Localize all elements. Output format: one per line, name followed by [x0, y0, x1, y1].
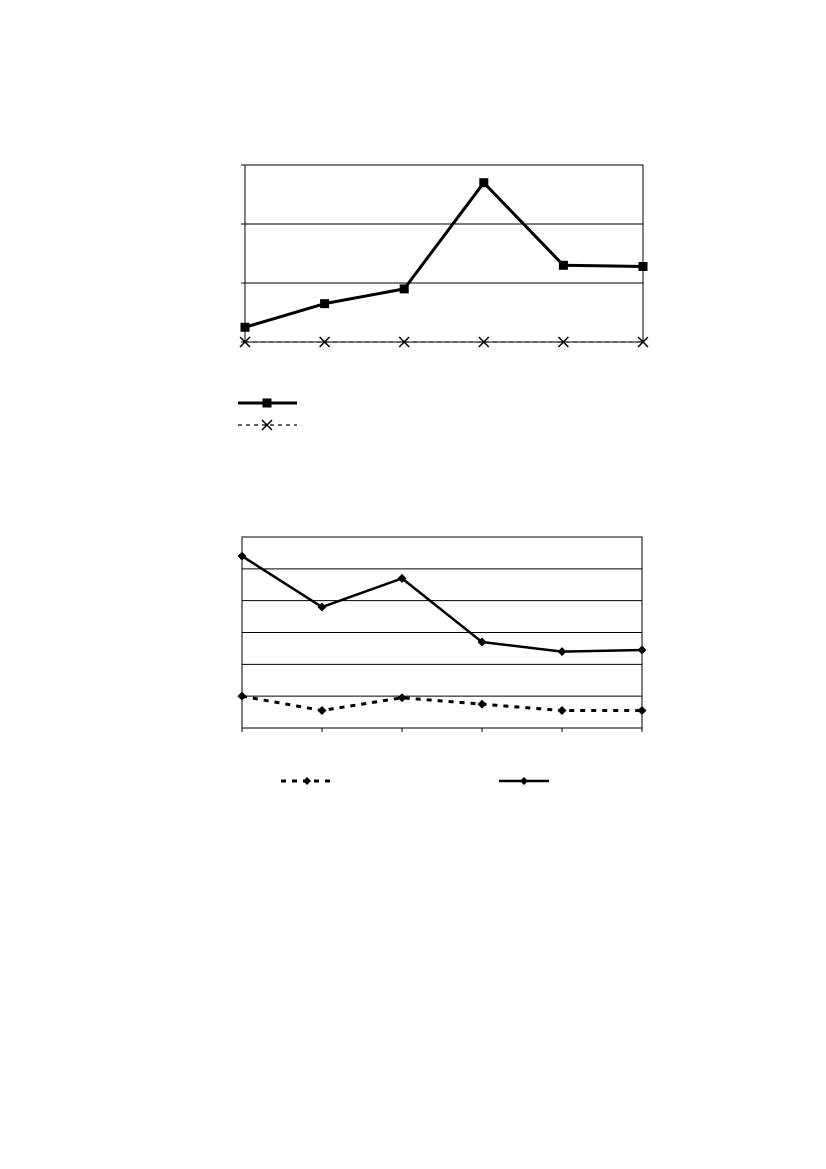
series-2-point [558, 647, 567, 656]
chart-2-legend [281, 777, 549, 785]
plot-area [245, 165, 643, 342]
series-1-line [242, 696, 642, 710]
series-1-point [559, 261, 568, 270]
legend-marker-1 [303, 777, 311, 785]
series-1-line [245, 183, 643, 328]
series-1-point [320, 299, 329, 308]
legend-marker-2 [520, 777, 528, 785]
series-1-point [318, 706, 327, 715]
legend-marker-1 [263, 399, 272, 408]
chart-2 [238, 537, 647, 732]
series-2-point [638, 646, 647, 655]
series-1-point [241, 323, 250, 332]
series-1-point [238, 692, 247, 701]
series-1-point [478, 700, 487, 709]
series-1-point [400, 284, 409, 293]
chart-1-legend [238, 399, 297, 431]
series-1-point [398, 693, 407, 702]
series-1-point [479, 178, 488, 187]
series-2-line [242, 556, 642, 652]
series-1-point [558, 706, 567, 715]
series-1-point [638, 706, 647, 715]
chart-1 [240, 165, 648, 347]
series-1-point [639, 262, 648, 271]
